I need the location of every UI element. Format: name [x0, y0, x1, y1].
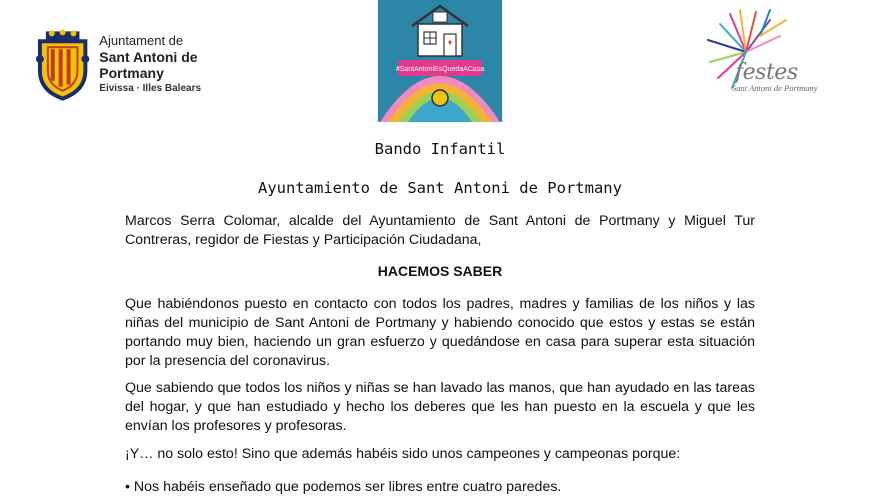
- festes-subtitle: Sant Antoni de Portmany: [732, 83, 818, 93]
- ajuntament-logo: [34, 26, 264, 102]
- stay-home-badge: [378, 0, 502, 122]
- section-heading: HACEMOS SABER: [377, 263, 503, 279]
- festes-wordmark: festes: [735, 60, 798, 85]
- paragraph-lavado: Que sabiendo que todos los niños y niñas se han lavado las manos, que han ayudado en las tareas del hogar, y que han estudiado y hecho los deberes que les han puesto en la escuela y que les envían los profesores y profesoras.: [125, 380, 755, 434]
- org-subtitle: Eivissa · Illes Balears: [99, 82, 202, 94]
- org-name-line2: Sant Antoni de Portmany: [99, 48, 198, 81]
- paragraph-contacto: Que habiéndonos puesto en contacto con todos los padres, madres y familias de los niños y las niñas del municipio de Sant Antoni de Portmany y habiendo conocido que estos y estas se están portando muy bien, haciendo un gran esfuerzo y quedándose en casa para superar esta situación por la presencia del coronavirus.: [125, 296, 755, 369]
- paragraph-intro: Marcos Serra Colomar, alcalde del Ayuntamiento de Sant Antoni de Portmany y Miguel Tur Contreras, regidor de Fiestas y Participación Ciudadana,: [125, 213, 755, 248]
- letterhead: [0, 0, 880, 125]
- bullet-libres: • Nos habéis enseñado que podemos ser libres entre cuatro paredes.: [125, 479, 562, 495]
- document-subtitle: Ayuntamiento de Sant Antoni de Portmany: [258, 179, 622, 197]
- badge-hashtag: #SantAntoniEsQuedaACasa: [395, 66, 485, 73]
- coat-of-arms-icon: [34, 27, 91, 101]
- document-title: Bando Infantil: [374, 140, 506, 158]
- org-name-line1: Ajuntament de: [99, 32, 184, 48]
- paragraph-campeones: ¡Y… no solo esto! Sino que además habéis sido unos campeones y campeonas porque:: [125, 446, 681, 462]
